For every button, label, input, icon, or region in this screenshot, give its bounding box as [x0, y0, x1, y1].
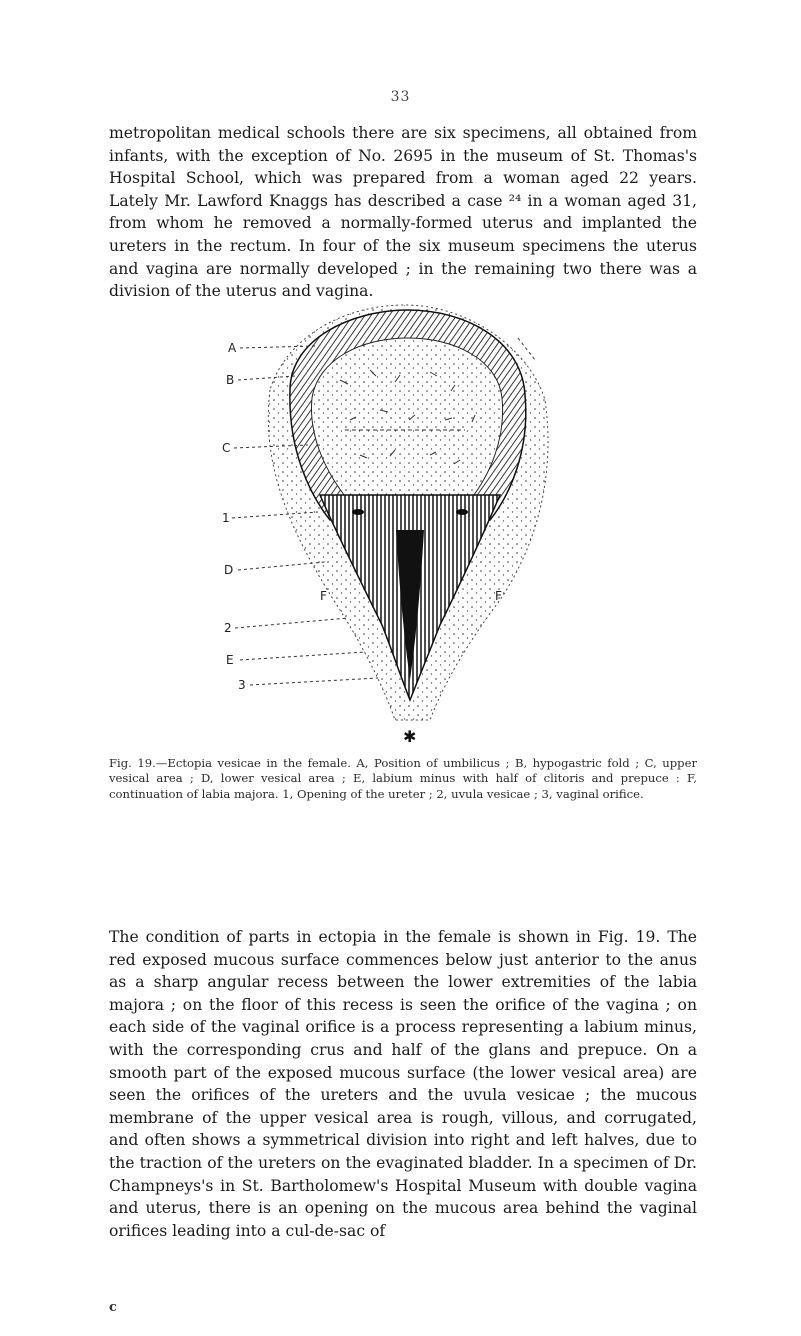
ureter-opening-right — [456, 509, 468, 515]
label-c: C — [222, 441, 231, 455]
upper-vesical-area — [311, 338, 502, 500]
label-f-right: F — [495, 589, 502, 603]
label-1: 1 — [222, 511, 230, 525]
body-paragraph-bottom: The condition of parts in ectopia in the female is shown in Fig. 19. The red exposed mucous surface commences below just anterior to the anus as a sharp angular recess between the lower extremities of the labia majora ; on the floor of this recess is seen the orifice of the vagina ; on each side of the vaginal orifice is a process representing a labium minus, with the corresponding crus and half of the glans and prepuce. On a smooth part of the exposed mucous surface (the lower vesical area) are seen the orifices of the ureters and the uvula vesicae ; the mucous membrane of the upper vesical area is rough, villous, and corrugated, and often shows a symmetrical division into right and left halves, due to the traction of the ureters on the evaginated bladder. In a specimen of Dr. Champneys's in St. Bartholomew's Hospital Museum with double vagina and uterus, there is an opening on the mucous area behind the vaginal orifices leading into a cul-de-sac of — [109, 928, 697, 1240]
label-d: D — [224, 563, 234, 577]
label-3: 3 — [238, 678, 246, 692]
asterisk-mark: ✱ — [403, 727, 417, 746]
label-e: E — [226, 653, 234, 667]
label-b: B — [226, 373, 235, 387]
signature-mark: c — [109, 1300, 117, 1315]
figure-caption: Fig. 19.—Ectopia vesicae in the female. A, Position of umbilicus ; B, hypogastric fold ; C, upper vesical area ; D, lower vesical area ; E, labium minus with half of clitoris and prepuce : F, continuation of labia majora. 1, Opening of the ureter ; 2, uvula vesicae ; 3, vaginal orifice. — [109, 756, 697, 801]
ureter-opening-left — [352, 509, 364, 515]
label-2: 2 — [224, 621, 232, 635]
figure-ectopia-illustration — [200, 280, 620, 750]
label-a: A — [228, 341, 237, 355]
page-number: 33 — [390, 89, 411, 105]
label-f-left: F — [320, 589, 327, 603]
body-paragraph-top: metropolitan medical schools there are six specimens, all obtained from infants, with the exception of No. 2695 in the museum of St. Thomas's Hospital School, which was prepared from a woman aged 22 years. Lately Mr. Lawford Knaggs has described a case ²⁴ in a woman aged 31, from whom he removed a normally-formed uterus and implanted the ureters in the rectum. In four of the six museum specimens the uterus and vagina are normally developed ; in the remaining two there was a division of the uterus and vagina. — [109, 124, 697, 301]
